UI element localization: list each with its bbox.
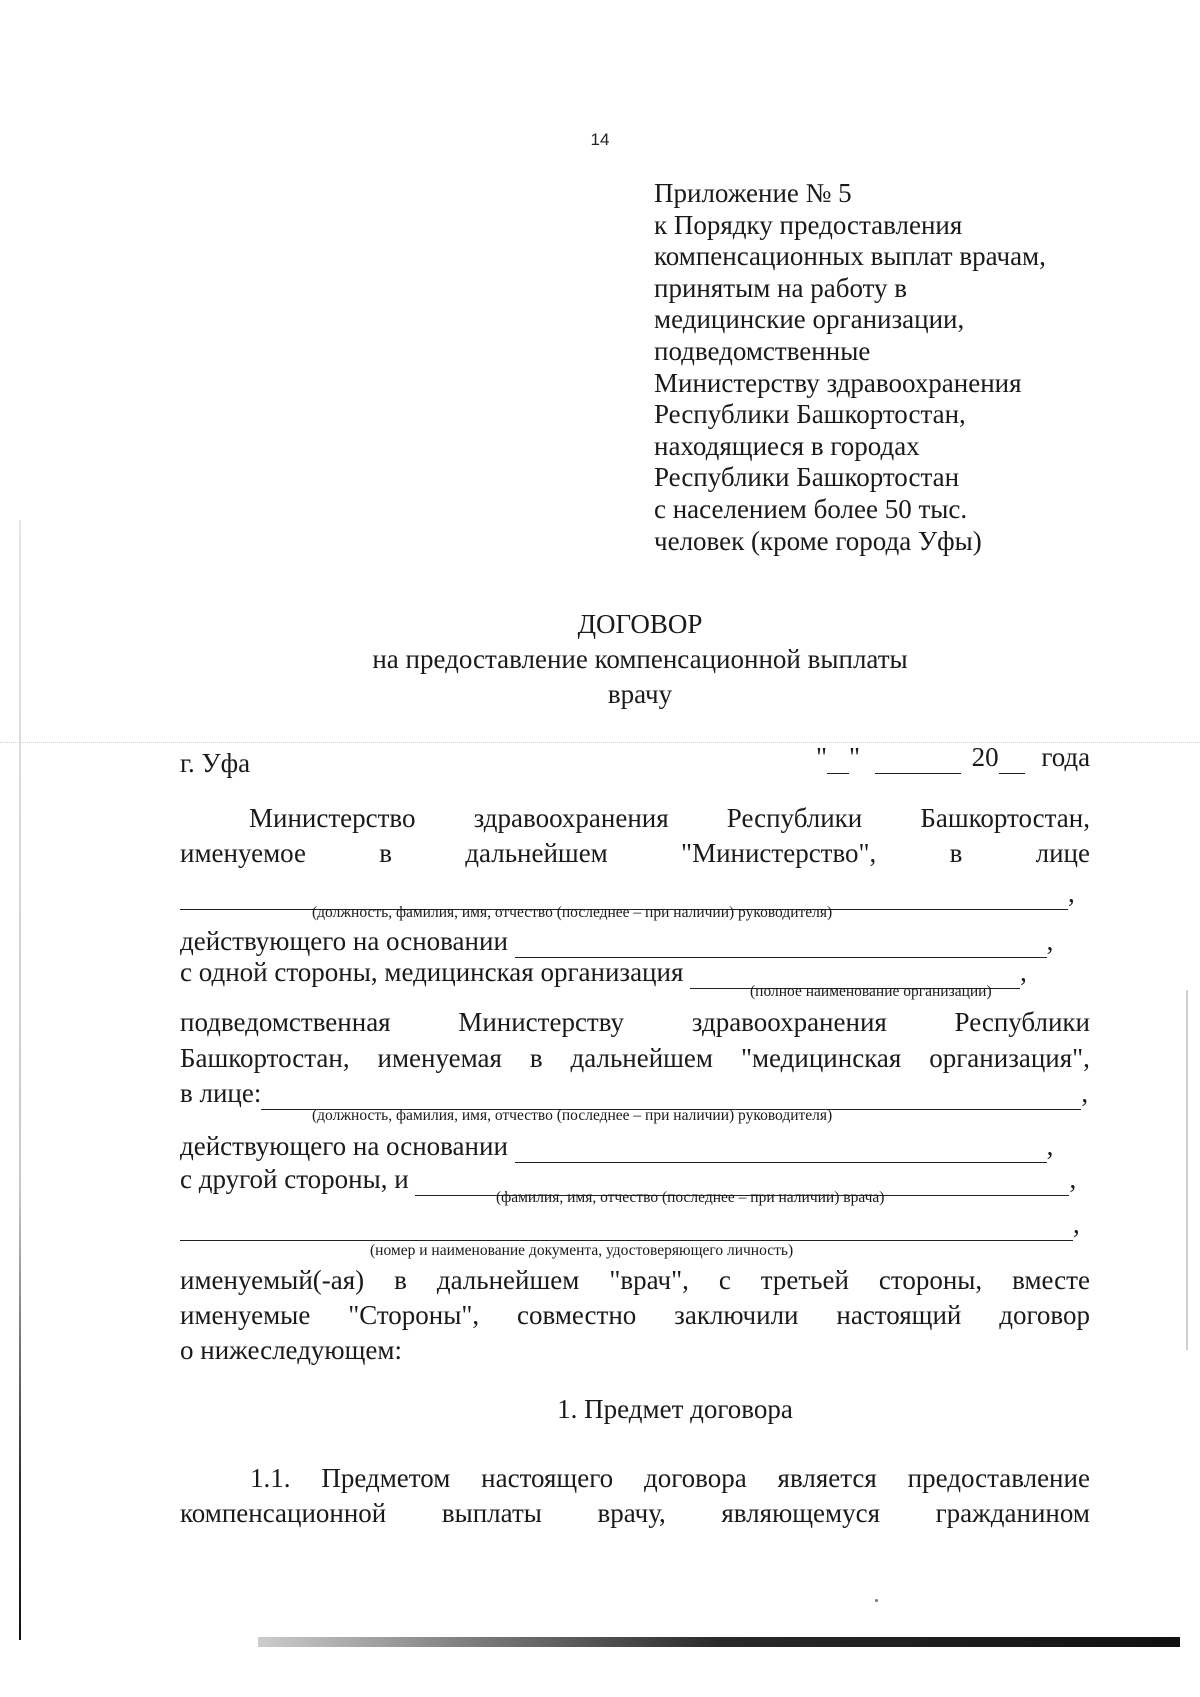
clause-1-1-line-2: компенсационной выплаты врачу, являющемуся гражданином	[180, 1498, 1090, 1528]
appendix-line: к Порядку предоставления	[654, 209, 963, 240]
head-name-line: ,	[180, 878, 1090, 910]
id-doc-line: ,	[180, 1209, 1090, 1241]
hint-org: (полное наименование организации)	[750, 983, 992, 1000]
appendix-line: подведомственные	[654, 335, 871, 366]
appendix-line: Министерству здравоохранения	[654, 367, 1022, 398]
hint-id-doc: (номер и наименование документа, удостоверяющего личность)	[370, 1242, 794, 1259]
parties-line-6: именуемые "Стороны", совместно заключили настоящий договор	[180, 1300, 1090, 1330]
document-title: ДОГОВОР	[577, 609, 703, 639]
appendix-line: с населением более 50 тыс.	[654, 493, 968, 524]
parties-line-4: Башкортостан, именуемая в дальнейшем "медицинская организация",	[180, 1043, 1090, 1073]
other-side-line: с другой стороны, и ,	[180, 1164, 1077, 1194]
parties-line-5: именуемый(-ая) в дальнейшем "врач", с третьей стороны, вместе	[180, 1265, 1090, 1295]
appendix-line: Республики Башкортостан	[654, 462, 960, 493]
hint-head: (должность, фамилия, имя, отчество (последнее – при наличии) руководителя)	[312, 904, 833, 921]
basis-blank-2	[515, 1131, 1047, 1163]
month-blank	[875, 742, 961, 774]
parties-line-1: Министерство здравоохранения Республики Башкортостан,	[249, 803, 1090, 833]
appendix-line: принятым на работу в	[654, 272, 908, 303]
in-person-line: в лице: ,	[180, 1078, 1089, 1108]
parties-line-7: о нижеследующем:	[180, 1335, 402, 1365]
day-blank	[827, 742, 849, 774]
page-number: 14	[590, 130, 610, 149]
hint-doctor: (фамилия, имя, отчество (последнее – при наличии) врача)	[496, 1189, 885, 1206]
appendix-line: медицинские организации,	[654, 304, 965, 335]
scan-speck	[875, 1599, 878, 1602]
appendix-line: человек (кроме города Уфы)	[654, 525, 982, 556]
head2-name-blank	[261, 1078, 1081, 1110]
appendix-line: Республики Башкортостан,	[654, 399, 966, 430]
year-blank	[999, 742, 1025, 774]
appendix-header	[654, 178, 1046, 557]
document-subtitle: на предоставление компенсационной выплаты	[372, 644, 908, 674]
appendix-line: компенсационных выплат врачам,	[654, 241, 1046, 272]
org-line: с одной стороны, медицинская организация ,	[180, 957, 1027, 987]
id-doc-blank	[180, 1209, 1073, 1241]
appendix-line: находящиеся в городах	[654, 430, 920, 461]
basis-blank	[515, 926, 1047, 958]
section-heading: 1. Предмет договора	[557, 1394, 793, 1424]
hint-head-2: (должность, фамилия, имя, отчество (последнее – при наличии) руководителя)	[312, 1107, 833, 1124]
document-subtitle-2: врачу	[607, 679, 673, 709]
acting-basis-line: действующего на основании ,	[180, 926, 1054, 956]
date-line: " " 20 года	[816, 742, 1091, 772]
appendix-line: Приложение № 5	[654, 178, 852, 208]
acting-basis-line-2: действующего на основании ,	[180, 1131, 1054, 1161]
scan-bottom-edge	[258, 1637, 1180, 1647]
city: г. Уфа	[180, 748, 251, 778]
scan-right-edge	[1186, 990, 1188, 1350]
parties-line-2: именуемое в дальнейшем "Министерство", в лице	[180, 838, 1090, 868]
parties-line-3: подведомственная Министерству здравоохранения Республики	[180, 1007, 1090, 1037]
clause-1-1-line-1: 1.1. Предметом настоящего договора является предоставление	[250, 1463, 1090, 1493]
